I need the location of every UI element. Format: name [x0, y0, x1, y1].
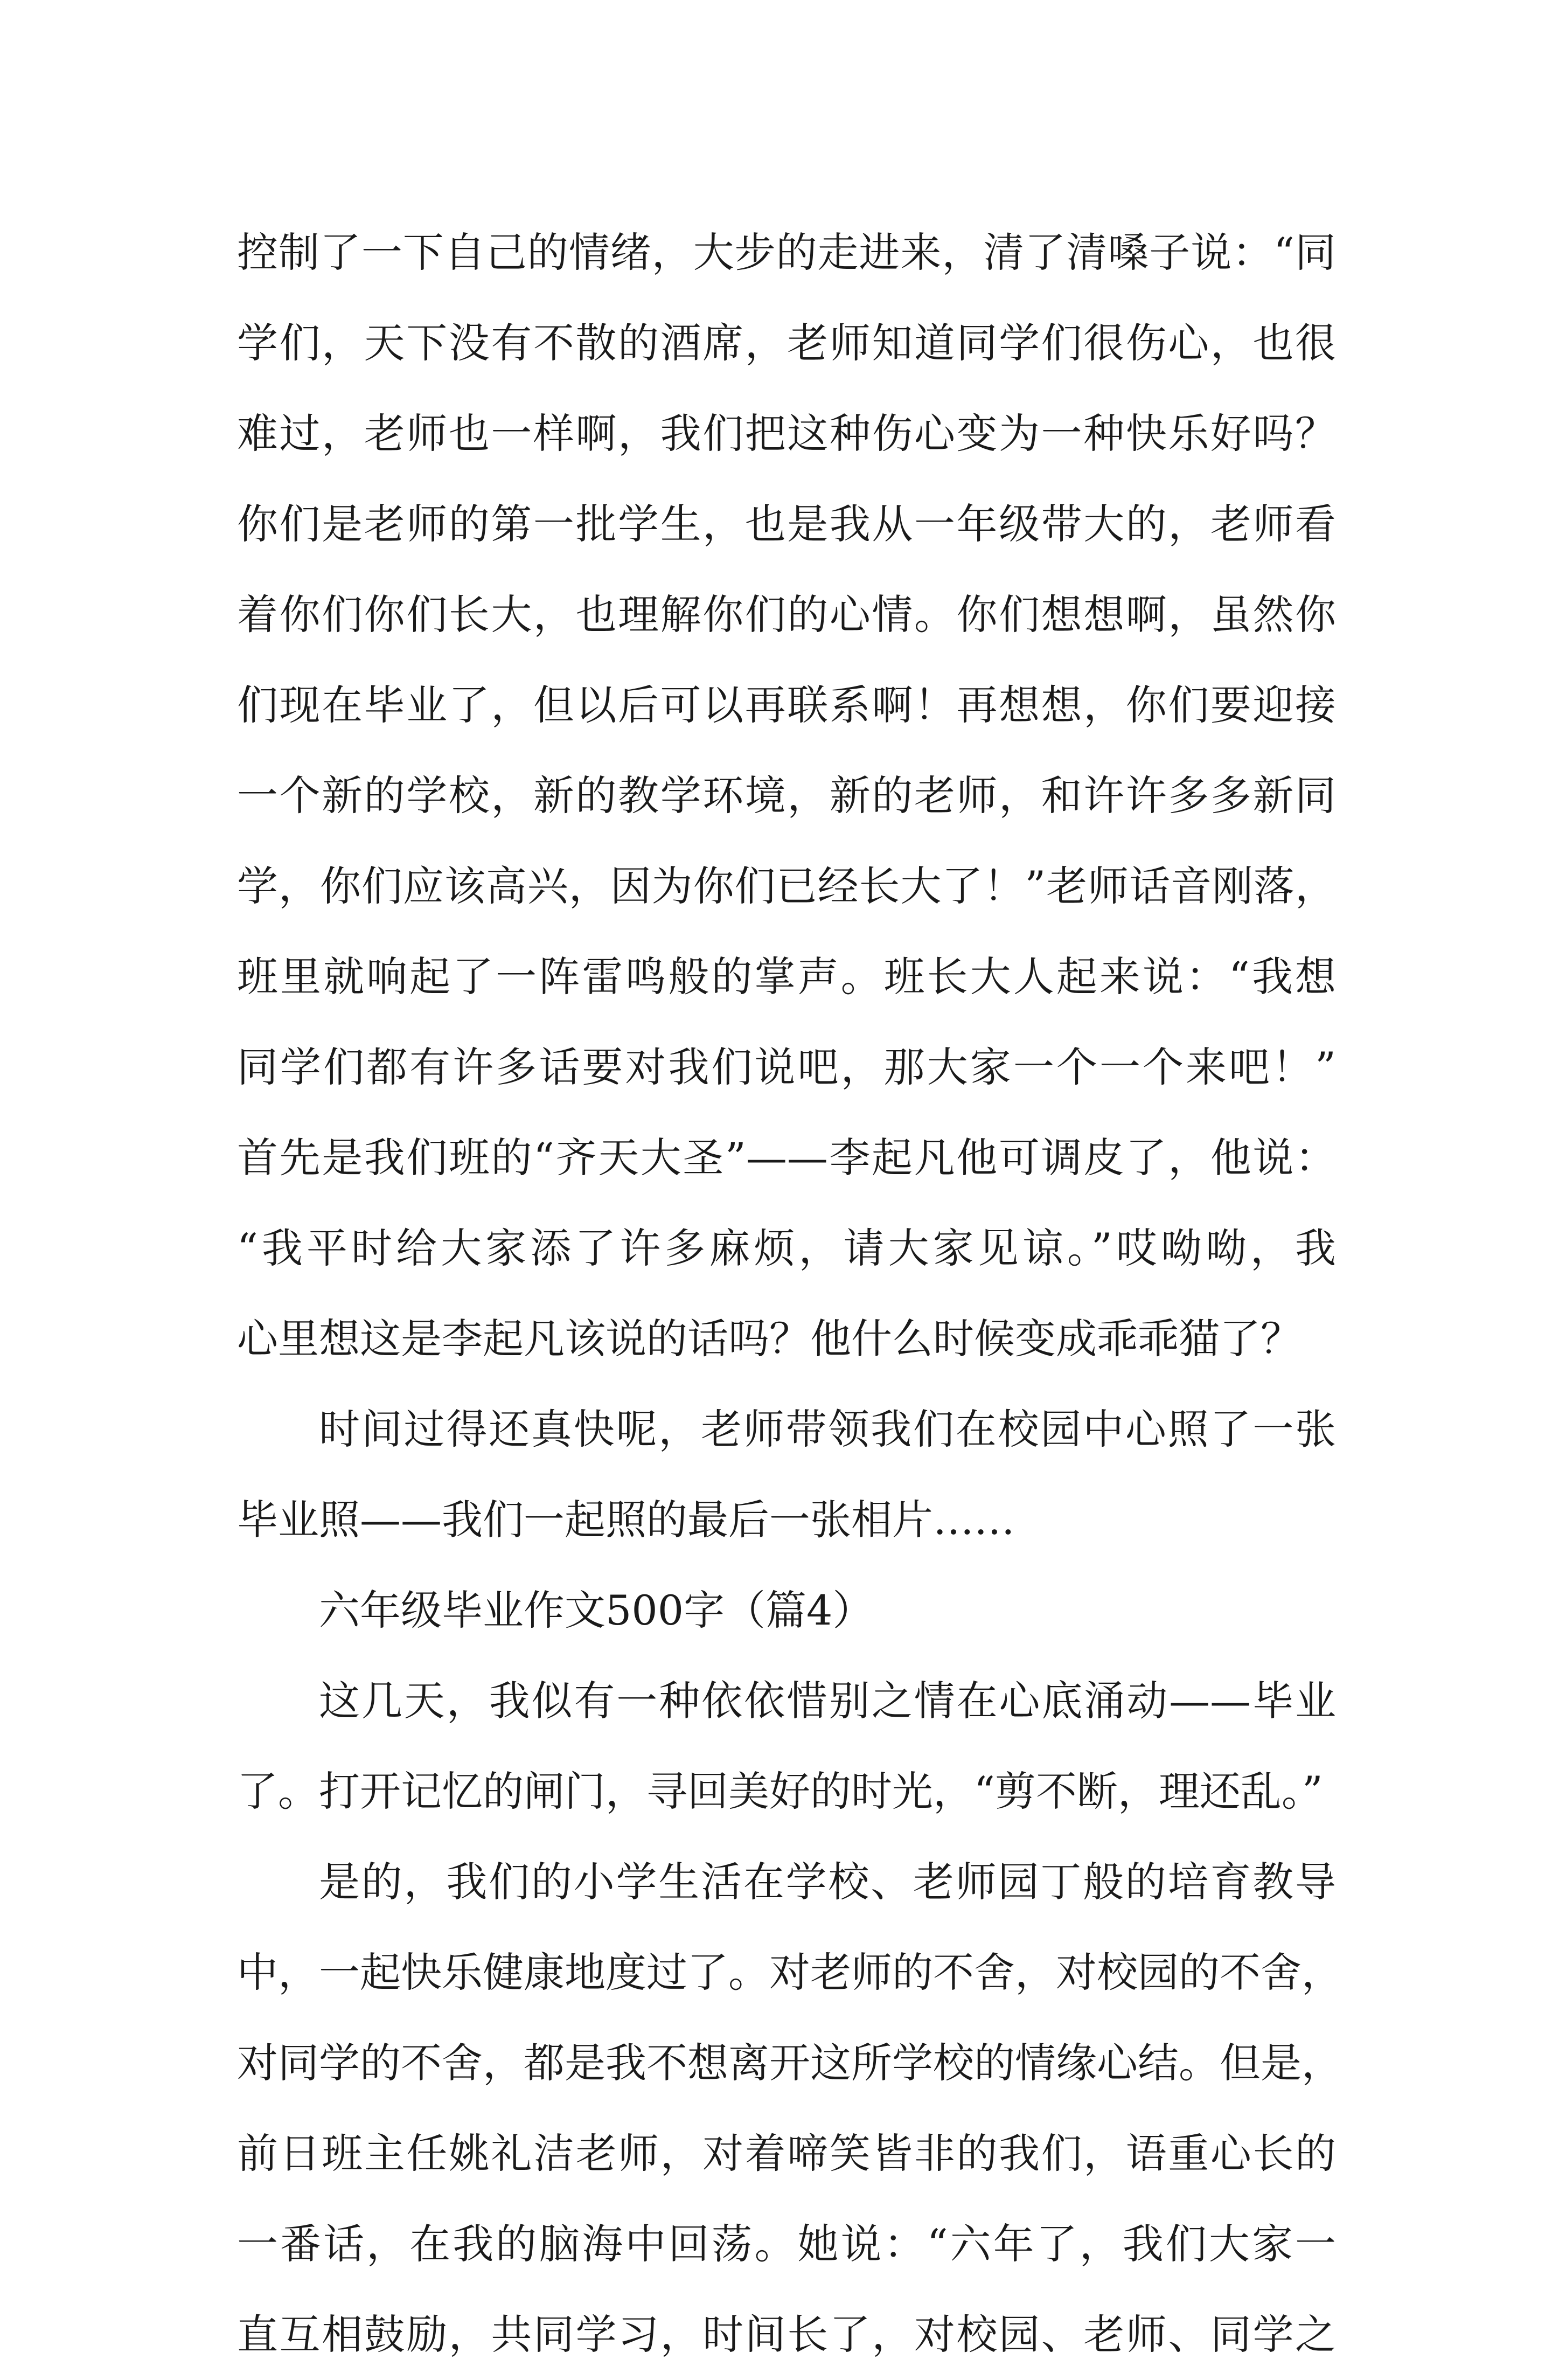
text-line: 同学们都有许多话要对我们说吧，那大家一个一个来吧！” [237, 1043, 1336, 1091]
text-line: 学，你们应该高兴，因为你们已经长大了！”老师话音刚落， [237, 862, 1336, 910]
text-line: 心里想这是李起凡该说的话吗？他什么时候变成乖乖猫了？ [237, 1315, 1302, 1363]
text-line: 首先是我们班的“齐天大圣”——李起凡他可调皮了，他说： [237, 1134, 1336, 1182]
text-line: 控制了一下自己的情绪，大步的走进来，清了清嗓子说：“同 [237, 228, 1336, 276]
text-line: 学们，天下没有不散的酒席，老师知道同学们很伤心，也很 [237, 319, 1336, 367]
text-line: “我平时给大家添了许多麻烦，请大家见谅。”哎呦呦，我 [237, 1224, 1336, 1272]
document-body [237, 207, 1342, 2380]
text-line: 中，一起快乐健康地度过了。对老师的不舍，对校园的不舍， [237, 1948, 1342, 1996]
text-line: 直互相鼓励，共同学习，时间长了，对校园、老师、同学之 [237, 2310, 1336, 2358]
text-line: 对同学的不舍，都是我不想离开这所学校的情缘心结。但是， [237, 2039, 1342, 2087]
text-line: 了。打开记忆的闸门，寻回美好的时光，“剪不断，理还乱。” [237, 1767, 1323, 1815]
section-heading: 六年级毕业作文500字（篇4） [319, 1586, 874, 1634]
text-line: 你们是老师的第一批学生，也是我从一年级带大的，老师看 [237, 500, 1336, 548]
text-line: 毕业照——我们一起照的最后一张相片…… [237, 1496, 1015, 1544]
text-line: 一番话，在我的脑海中回荡。她说：“六年了，我们大家一 [237, 2220, 1336, 2268]
text-line: 前日班主任姚礼洁老师，对着啼笑皆非的我们，语重心长的 [237, 2129, 1336, 2177]
text-line: 班里就响起了一阵雷鸣般的掌声。班长大人起来说：“我想 [237, 953, 1336, 1001]
text-line: 们现在毕业了，但以后可以再联系啊！再想想，你们要迎接 [237, 681, 1336, 729]
text-line: 一个新的学校，新的教学环境，新的老师，和许许多多新同 [237, 772, 1336, 820]
text-line: 难过，老师也一样啊，我们把这种伤心变为一种快乐好吗？ [237, 410, 1336, 457]
paragraph-first-line: 时间过得还真快呢，老师带领我们在校园中心照了一张 [319, 1405, 1336, 1453]
text-line: 着你们你们长大，也理解你们的心情。你们想想啊，虽然你 [237, 591, 1336, 639]
paragraph-first-line: 这几天，我似有一种依依惜别之情在心底涌动——毕业 [319, 1677, 1336, 1725]
paragraph-first-line: 是的，我们的小学生活在学校、老师园丁般的培育教导 [319, 1858, 1336, 1906]
